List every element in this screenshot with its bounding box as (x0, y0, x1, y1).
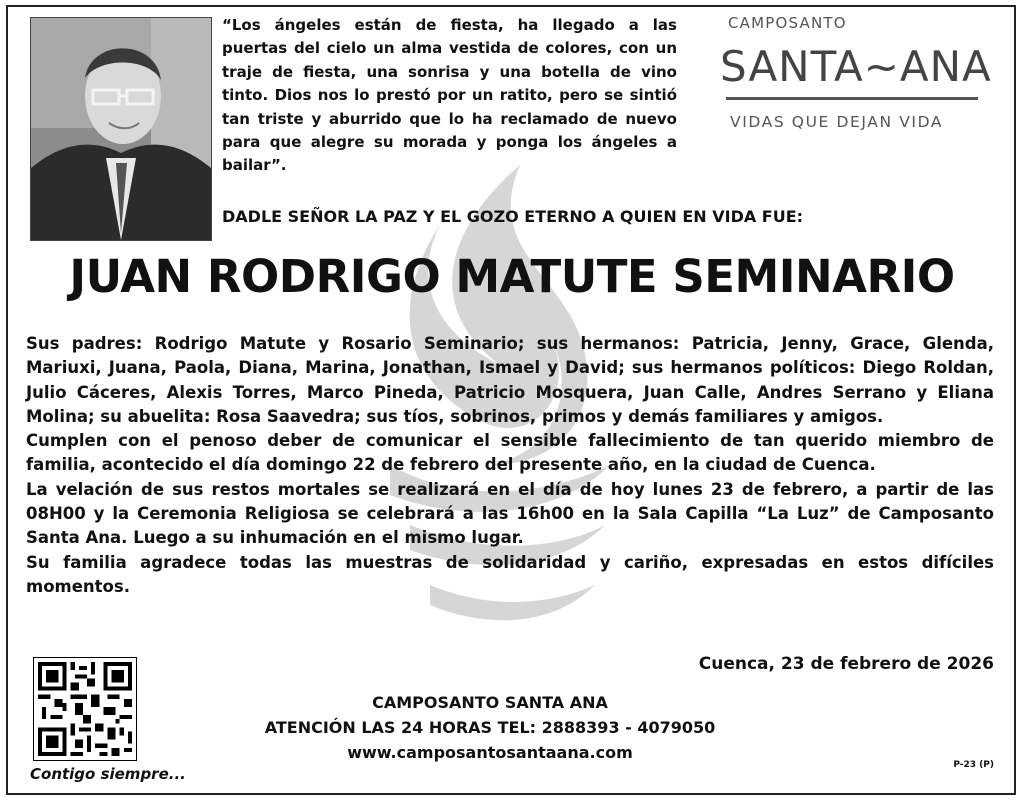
qr-code[interactable] (33, 657, 137, 761)
prayer-line: DADLE SEÑOR LA PAZ Y EL GOZO ETERNO A QUIEN EN VIDA FUE: (222, 207, 804, 226)
memorial-quote: “Los ángeles están de fiesta, ha llegado a las puertas del cielo un alma vestida de colores, con un traje de fiesta, una sonrisa y una botella de vino tinto. Dios nos lo prestó por un ratito, pero se sintió tan triste y aburrido que lo ha reclamado de nuevo para que alegre su morada y ponga los ángeles a bailar”. (222, 16, 677, 175)
deceased-name: JUAN RODRIGO MATUTE SEMINARIO (69, 250, 955, 303)
camposanto-logo (712, 14, 994, 139)
footer-company: CAMPOSANTO SANTA ANA (372, 693, 608, 712)
footer-contact (210, 690, 770, 765)
obituary-body (26, 332, 994, 599)
footer-website-link[interactable]: www.camposantosantaana.com (347, 743, 633, 762)
ad-code: P-23 (P) (953, 760, 994, 770)
portrait-image (31, 18, 211, 240)
deceased-photo (30, 17, 212, 241)
family-paragraph: Sus padres: Rodrigo Matute y Rosario Seminario; sus hermanos: Patricia, Jenny, Grace, Glenda, Mariuxi, Juana, Paola, Diana, Marina, Jonathan, Ismael y David; sus hermanos políticos: Diego Roldan, Julio Cáceres, Alexis Torres, Marco Pineda, Patricio Mosquera, Juan Calle, Andres Serrano y Eliana Molina; su abuelita: Rosa Saavedra; sus tíos, sobrinos, primos y demás familiares y amigos. (26, 334, 994, 426)
ceremony-paragraph: La velación de sus restos mortales se realizará en el día de hoy lunes 23 de febrero, a partir de las 08H00 y la Ceremonia Religiosa se celebrará a las 16h00 en la Sala Capilla “La Luz” de Camposanto Santa Ana. Luego a su inhumación en el mismo lugar. (26, 479, 994, 548)
slogan: Contigo siempre... (30, 765, 186, 783)
gratitude-paragraph: Su familia agradece todas las muestras de solidaridad y cariño, expresadas en estos difíciles momentos. (26, 552, 994, 596)
logo-divider (726, 97, 978, 100)
qr-code-icon (34, 658, 136, 760)
footer-phone: ATENCIÓN LAS 24 HORAS TEL: 2888393 - 4079050 (264, 718, 716, 737)
logo-camposanto-text: CAMPOSANTO (728, 14, 847, 32)
announcement-paragraph: Cumplen con el penoso deber de comunicar el sensible fallecimiento de tan querido miembro de familia, acontecido el día domingo 22 de febrero del presente año, en la ciudad de Cuenca. (26, 431, 994, 475)
logo-santa-ana-text: SANTA~ANA (720, 42, 992, 91)
date-line: Cuenca, 23 de febrero de 2026 (698, 654, 994, 674)
logo-tagline: VIDAS QUE DEJAN VIDA (730, 113, 944, 131)
